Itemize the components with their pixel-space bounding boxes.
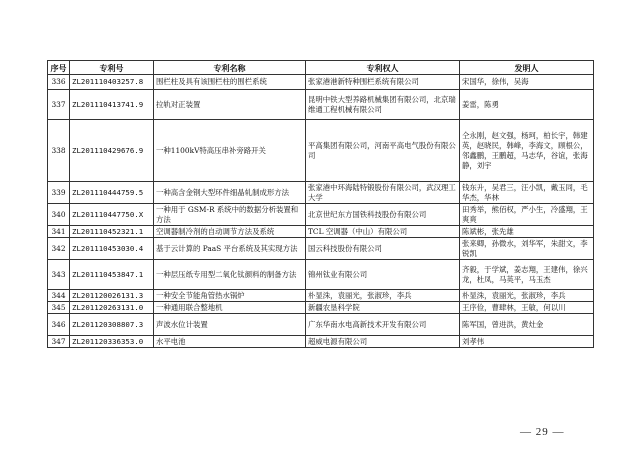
row-patent-name: 一种通用联合整地机 xyxy=(154,302,306,314)
row-patent-number: ZL201110453847.1 xyxy=(70,260,154,290)
row-inventors: 陈斌彬，张先雄 xyxy=(460,226,594,238)
row-inventors: 陈军国，曾进洪，黄灶金 xyxy=(460,314,594,336)
row-inventors: 钱东升，吴君三，汪小凯，戴玉同，毛华杰，华林 xyxy=(460,182,594,204)
row-patent-name: 一种层压纸专用型二氧化钛颜料的制备方法 xyxy=(154,260,306,290)
row-serial: 339 xyxy=(48,182,70,204)
row-serial: 343 xyxy=(48,260,70,290)
row-patent-owner: 昆明中铁大型养路机械集团有限公司，北京瑞维通工程机械有限公司 xyxy=(306,90,460,120)
row-serial: 347 xyxy=(48,336,70,348)
table-row xyxy=(48,120,594,182)
row-patent-number: ZL201120263131.0 xyxy=(70,302,154,314)
header-patent-owner: 专利权人 xyxy=(306,61,460,75)
row-patent-owner: 平高集团有限公司，河南平高电气股份有限公司 xyxy=(306,120,460,182)
row-patent-name: 一种高含金钢大型环件细晶轧制成形方法 xyxy=(154,182,306,204)
row-inventors: 田秀举，熊佰权，严小生，冷盛翔，王爽爽 xyxy=(460,204,594,226)
table-row xyxy=(48,314,594,336)
row-inventors: 张来卿，孙微水，刘华军，朱甜文，李锐凯 xyxy=(460,238,594,260)
row-patent-number: ZL201120026131.3 xyxy=(70,290,154,302)
table-row xyxy=(48,302,594,314)
row-serial: 346 xyxy=(48,314,70,336)
header-patent-number: 专利号 xyxy=(70,61,154,75)
table-header-row xyxy=(48,61,594,75)
table-row xyxy=(48,182,594,204)
row-patent-owner: 张家港港新特种围栏系统有限公司 xyxy=(306,75,460,90)
row-serial: 336 xyxy=(48,75,70,90)
row-serial: 345 xyxy=(48,302,70,314)
row-inventors: 姜雷，陈勇 xyxy=(460,90,594,120)
row-patent-number: ZL201110452321.1 xyxy=(70,226,154,238)
row-patent-name: 围栏柱及具有该围栏柱的围栏系统 xyxy=(154,75,306,90)
row-patent-number: ZL201120336353.0 xyxy=(70,336,154,348)
row-patent-owner: 超威电源有限公司 xyxy=(306,336,460,348)
table-row xyxy=(48,290,594,302)
row-patent-name: 基于云计算的 PaaS 平台系统及其实现方法 xyxy=(154,238,306,260)
row-inventors: 宋国华，徐伟，吴海 xyxy=(460,75,594,90)
row-patent-number: ZL201110413741.9 xyxy=(70,90,154,120)
row-patent-name: 拉轨对正装置 xyxy=(154,90,306,120)
table-row xyxy=(48,204,594,226)
table-row xyxy=(48,75,594,90)
row-patent-number: ZL201110453030.4 xyxy=(70,238,154,260)
table-row xyxy=(48,336,594,348)
row-inventors: 齐毅，于学斌，姜志翔，王建伟，徐兴龙，杜凤，马英平，马玉杰 xyxy=(460,260,594,290)
header-serial: 序号 xyxy=(48,61,70,75)
row-patent-name: 一种安全节能角管热水锅炉 xyxy=(154,290,306,302)
row-patent-owner: 新疆农垦科学院 xyxy=(306,302,460,314)
row-inventors: 仝永刚，赵文强，杨珂，柏长宇，韩建英，赵晓民，韩峰，李海文，顾根公，邻鑫鹏，王鹏超，马志华，谷谊，张海静，刘宇 xyxy=(460,120,594,182)
row-patent-owner: TCL 空调器（中山）有限公司 xyxy=(306,226,460,238)
row-patent-name: 一种1100kV特高压串补旁路开关 xyxy=(154,120,306,182)
row-patent-number: ZL201110429676.9 xyxy=(70,120,154,182)
header-patent-name: 专利名称 xyxy=(154,61,306,75)
row-patent-owner: 张家港中环海陆特锻股份有限公司，武汉理工大学 xyxy=(306,182,460,204)
table-row xyxy=(48,238,594,260)
row-patent-owner: 北京世纪东方国铁科技股份有限公司 xyxy=(306,204,460,226)
patent-table xyxy=(47,60,594,348)
table-row xyxy=(48,226,594,238)
row-patent-number: ZL201110447750.X xyxy=(70,204,154,226)
table-row xyxy=(48,260,594,290)
row-serial: 338 xyxy=(48,120,70,182)
page-number: — 29 — xyxy=(520,426,565,438)
row-patent-owner: 广东华南水电高新技术开发有限公司 xyxy=(306,314,460,336)
row-patent-number: ZL201110444759.5 xyxy=(70,182,154,204)
row-patent-name: 声波水位计装置 xyxy=(154,314,306,336)
table-row xyxy=(48,90,594,120)
row-patent-owner: 朴显洙，袁丽光，张淑珍，李兵 xyxy=(306,290,460,302)
row-serial: 337 xyxy=(48,90,70,120)
row-inventors: 王序俭，曹肆林，王敏，何以川 xyxy=(460,302,594,314)
row-patent-number: ZL201110403257.8 xyxy=(70,75,154,90)
row-serial: 340 xyxy=(48,204,70,226)
row-patent-name: 水平电池 xyxy=(154,336,306,348)
row-patent-owner: 锦州钛业有限公司 xyxy=(306,260,460,290)
row-serial: 341 xyxy=(48,226,70,238)
row-inventors: 刘孝伟 xyxy=(460,336,594,348)
row-serial: 342 xyxy=(48,238,70,260)
header-inventors: 发明人 xyxy=(460,61,594,75)
row-patent-owner: 国云科技股份有限公司 xyxy=(306,238,460,260)
row-patent-number: ZL201120308807.3 xyxy=(70,314,154,336)
row-patent-name: 空调器制冷剂的自动调节方法及系统 xyxy=(154,226,306,238)
row-serial: 344 xyxy=(48,290,70,302)
row-patent-name: 一种用于 GSM-R 系统中的数据分析装置和方法 xyxy=(154,204,306,226)
row-inventors: 朴显洙，袁丽光，张淑珍，李兵 xyxy=(460,290,594,302)
